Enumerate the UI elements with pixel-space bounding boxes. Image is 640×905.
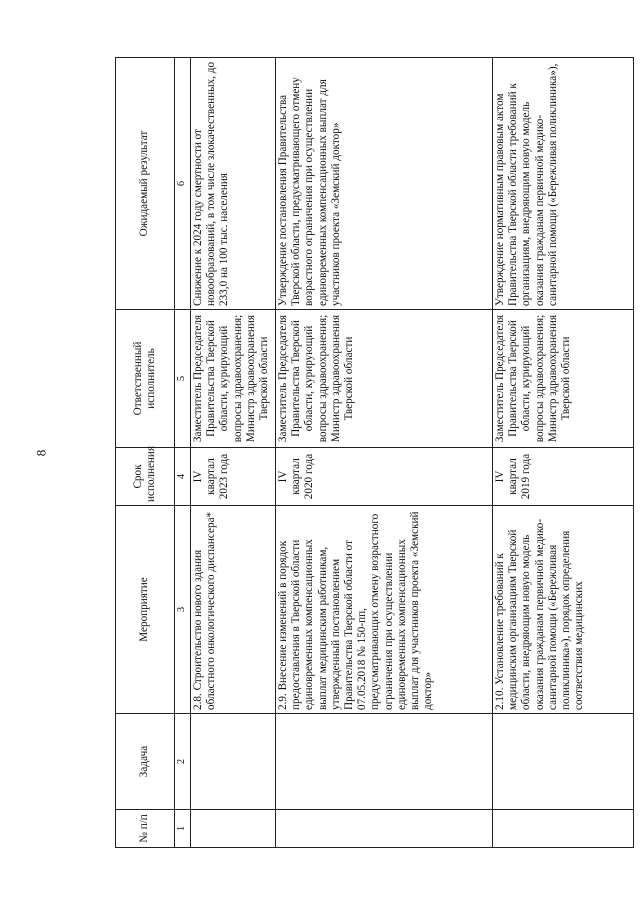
column-number-row [175,58,191,848]
row-result: Утверждение нормативным правовым актом Правительства Тверской области требований к организациям, внедряющим новую модель оказания гражданам первичной медико-санитарной помощи («Бережливая поликлиника»), [493,58,634,310]
header-cell: Мероприятие [116,506,175,714]
row-measure: 2.10. Установление требований к медицинским организациям Тверской области, внедряющим новую модель оказания гражданам первичной медико-санитарной помощи («Бережливая поликлиника»), порядок определения соответствия медицинских [493,506,634,714]
row-measure: 2.8. Строительство нового здания областного онкологического диспансера* [191,506,276,714]
table-row [276,58,493,848]
row-term: IV квартал 2023 года [191,448,276,506]
row-result: Снижение к 2024 году смертности от новообразований, в том числе злокачественных, до 233,0 на 100 тыс. населения [191,58,276,310]
row-executor: Заместитель Председателя Правительства Тверской области, курирующий вопросы здравоохранения; Министр здравоохранения Тверской области [493,310,634,448]
row-task [493,714,634,810]
row-term: IV квартал 2020 года [276,448,493,506]
measures-table [115,57,634,848]
row-number [276,810,493,848]
page-number: 8 [33,449,49,457]
row-term: IV квартал 2019 года [493,448,634,506]
table-row [493,58,634,848]
header-cell: Задача [116,714,175,810]
column-number: 3 [175,506,191,714]
column-number: 2 [175,714,191,810]
row-number [493,810,634,848]
header-cell: № п/п [116,810,175,848]
column-number: 6 [175,58,191,310]
row-task [191,714,276,810]
row-measure: 2.9. Внесение изменений в порядок предоставления в Тверской области единовременных компенсационных выплат медицинским работникам, утвержденный постановлением Правительства Тверской области от 07.05.2018 № 150-пп, предусматривающих отмену возрастного ограничения при осуществлении единовременных компенсационных выплат для участников проекта «Земский доктор» [276,506,493,714]
row-result: Утверждение постановления Правительства Тверской области, предусматривающего отмену возрастного ограничения при осуществлении единовременных компенсационных выплат для участников проекта «Земский доктор» [276,58,493,310]
rotated-table-container [115,58,635,848]
table-header-row [116,58,175,848]
column-number: 4 [175,448,191,506]
row-executor: Заместитель Председателя Правительства Тверской области, курирующий вопросы здравоохранения; Министр здравоохранения Тверской области [191,310,276,448]
row-executor: Заместитель Председателя Правительства Тверской области, курирующий вопросы здравоохранения; Министр здравоохранения Тверской области [276,310,493,448]
header-cell: Срок исполнения [116,448,175,506]
header-cell: Ответственный исполнитель [116,310,175,448]
column-number: 5 [175,310,191,448]
header-cell: Ожидаемый результат [116,58,175,310]
row-task [276,714,493,810]
table-row [191,58,276,848]
column-number: 1 [175,810,191,848]
row-number [191,810,276,848]
